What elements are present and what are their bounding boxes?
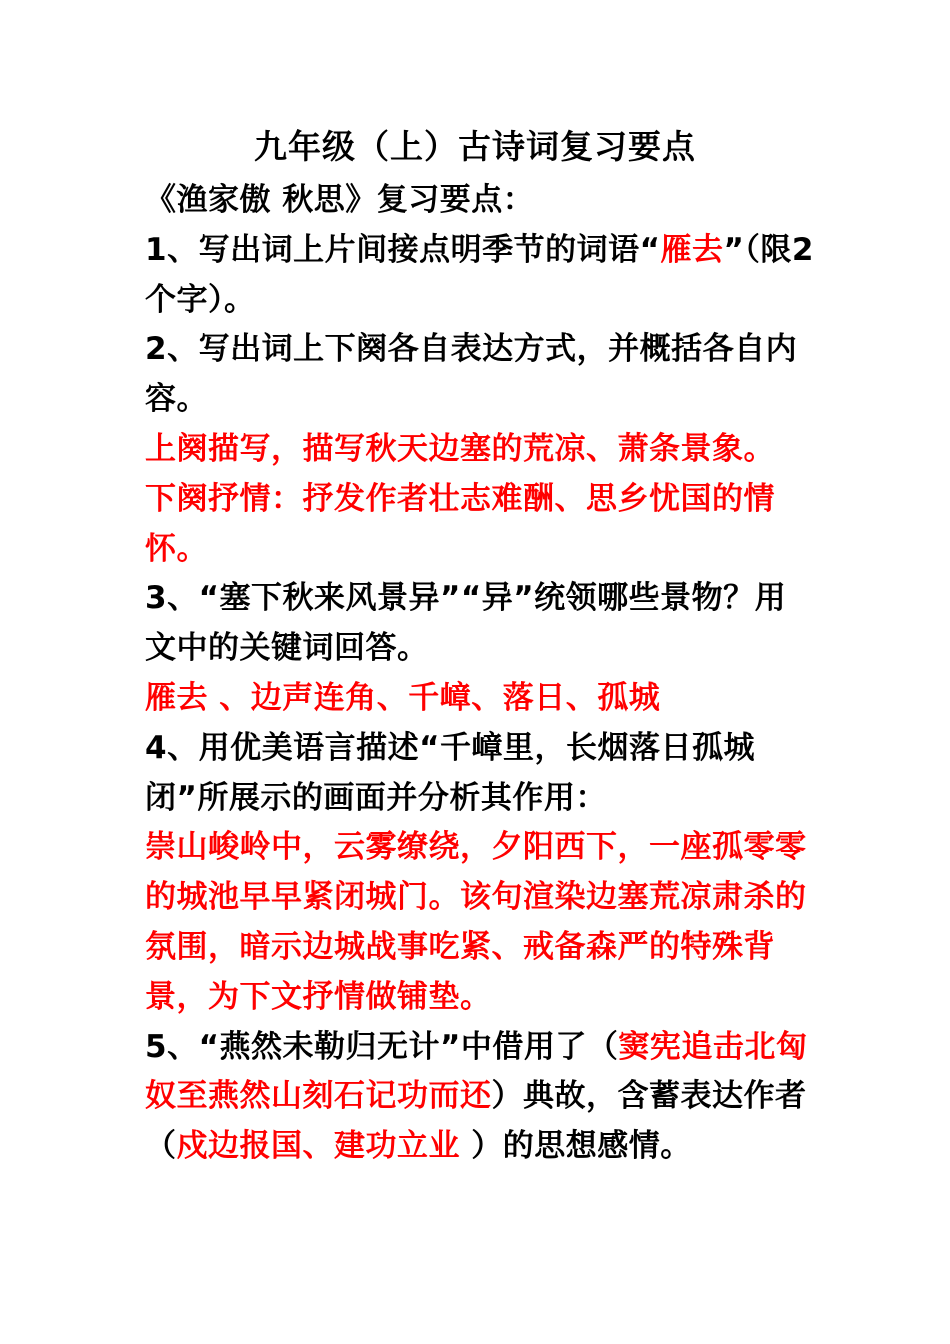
answer-4: 崇山峻岭中，云雾缭绕，夕阳西下，一座孤零零的城池早早紧闭城门。该句渲染边塞荒凉肃杀的氛围，暗示边城战事吃紧、戒备森严的特殊背景，为下文抒情做铺垫。: [145, 829, 807, 1015]
answer-5-allusion: 窦宪追击北匈奴至燕然山刻石记功而还: [145, 1028, 808, 1115]
question-2: 2、写出词上下阕各自表达方式，并概括各自内容。: [145, 331, 798, 418]
document-body: [145, 176, 815, 1172]
answer-2-upper: 上阕描写，描写秋天边塞的荒凉、萧条景象。: [145, 430, 775, 467]
page-title: 九年级（上）古诗词复习要点: [254, 127, 696, 166]
question-5-part3: ）的思想感情。: [471, 1128, 692, 1165]
answer-5-emotion: 戍边报国、建功立业: [176, 1128, 472, 1165]
section-subtitle: 《渔家傲 秋思》复习要点：: [145, 182, 535, 218]
question-3: 3、“塞下秋来风景异”“异”统领哪些景物？用文中的关键词回答。: [145, 580, 787, 667]
answer-2-lower: 下阕抒情：抒发作者壮志难酬、思乡忧国的情怀。: [145, 480, 775, 567]
question-5-part2: ）典故，含蓄表达作者（: [145, 1078, 807, 1165]
question-4: 4、用优美语言描述“千嶂里，长烟落日孤城闭”所展示的画面并分析其作用：: [145, 729, 755, 816]
question-1-text: 1、写出词上片间接点明季节的词语“: [145, 231, 661, 268]
answer-1: 雁去: [660, 231, 724, 268]
question-1: [145, 226, 815, 326]
question-5-part1: 5、“燕然未勒归无计”中借用了（: [145, 1028, 619, 1065]
question-5: [145, 1023, 815, 1172]
answer-3: 雁去 、边声连角、千嶂、落日、孤城: [145, 679, 661, 716]
question-1-suffix: ”（限2个字）。: [145, 231, 814, 318]
